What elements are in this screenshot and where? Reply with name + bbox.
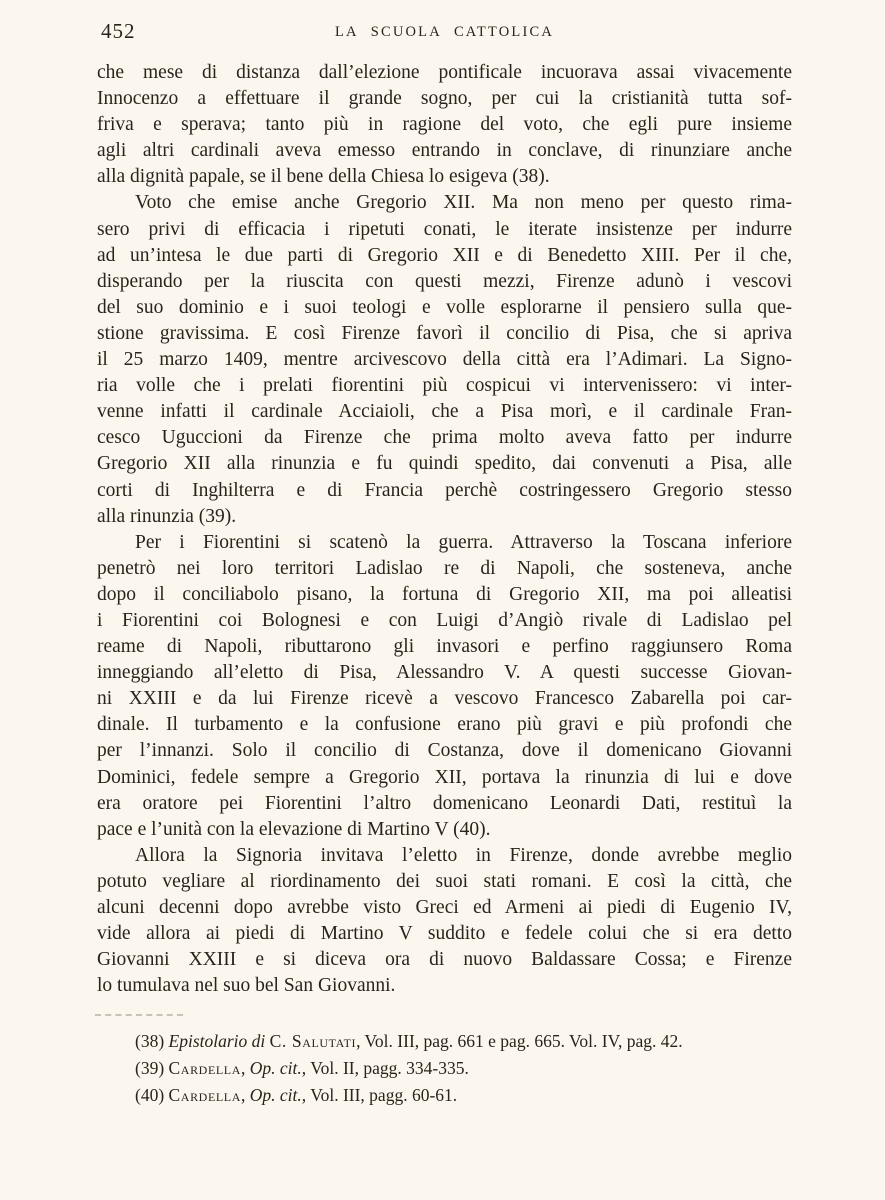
text-line: alla dignità papale, se il bene della Chiesa lo esigeva (38). [97, 166, 550, 188]
footnote-text: Epistolario di [168, 1031, 270, 1051]
text-line: stione gravissima. E così Firenze favorì il concilio di Pisa, che si apriva [97, 322, 792, 344]
text-line: ria volle che i prelati fiorentini più cospicui vi intervenissero: vi inter- [97, 375, 792, 397]
footnote-text: Op. cit. [249, 1058, 302, 1078]
text-line: sero privi di efficacia i ripetuti conati, le iterate insistenze per indurre [97, 218, 792, 240]
text-line: del suo dominio e i suoi teologi e volle esplorarne il pensiero sulla que- [97, 296, 792, 318]
page-header [97, 19, 792, 41]
text-line: Innocenzo a effettuare il grande sogno, per cui la cristianità tutta sof- [97, 88, 792, 110]
text-line: che mese di distanza dall’elezione pontificale incuorava assai vivacemente [97, 62, 792, 83]
footnote-text: Cardella [168, 1058, 241, 1078]
text-line: vide allora ai piedi di Martino V suddito e fedele colui che si era detto [97, 923, 792, 945]
footnote-separator [95, 1014, 183, 1016]
text-line: penetrò nei loro territori Ladislao re di Napoli, che sosteneva, anche [97, 557, 792, 579]
footnote-number: (40) [135, 1085, 169, 1105]
text-line: alcuni decenni dopo avrebbe visto Greci ed Armeni ai piedi di Eugenio IV, [97, 897, 792, 918]
journal-title: LA SCUOLA CATTOLICA [334, 24, 555, 40]
text-line: i Fiorentini coi Bolognesi e con Luigi d’Angiò rivale di Ladislao pel [97, 609, 792, 631]
footnote-text: Op. cit. [249, 1085, 302, 1105]
text-line: Allora la Signoria invitava l’eletto in Firenze, donde avrebbe meglio [135, 844, 792, 866]
text-line: disperando per la riuscita con questi mezzi, Firenze adunò i vescovi [97, 270, 792, 292]
footnote-item [97, 1055, 792, 1082]
text-line: corti di Inghilterra e di Francia perchè costringessero Gregorio stesso [97, 479, 792, 501]
text-line: cesco Uguccioni da Firenze che prima molto aveva fatto per indurre [97, 427, 792, 449]
text-line: Voto che emise anche Gregorio XII. Ma non meno per questo rima- [135, 192, 792, 214]
text-line: lo tumulava nel suo bel San Giovanni. [97, 975, 396, 997]
text-line: dopo il conciliabolo pisano, la fortuna di Gregorio XII, ma poi alleatisi [97, 583, 792, 605]
text-line: Per i Fiorentini si scatenò la guerra. Attraverso la Toscana inferiore [135, 531, 792, 553]
footnote-text: , [241, 1085, 250, 1105]
text-line: ad un’intesa le due parti di Gregorio XII e di Benedetto XIII. Per il che, [97, 244, 792, 266]
footnote-text: Cardella [168, 1085, 241, 1105]
text-line: ni XXIII e da lui Firenze ricevè a vescovo Francesco Zabarella poi car- [97, 688, 792, 710]
text-line: per l’innanzi. Solo il concilio di Costanza, dove il domenicano Giovanni [97, 740, 792, 762]
text-line: Gregorio XII alla rinunzia e fu quindi spedito, dai convenuti a Pisa, alle [97, 453, 792, 475]
text-line: il 25 marzo 1409, mentre arcivescovo della città era l’Adimari. La Signo- [97, 349, 792, 371]
footnote-text: , Vol. II, pagg. 334-335. [301, 1058, 469, 1078]
footnote-text: , Vol. III, pag. 661 e pag. 665. Vol. IV, pag. 42. [356, 1031, 683, 1051]
footnote-text: , Vol. III, pagg. 60-61. [301, 1085, 458, 1105]
page-number: 452 [101, 19, 136, 43]
footnotes [97, 1028, 792, 1109]
text-line: inneggiando all’eletto di Pisa, Alessandro V. A questi successe Giovan- [97, 662, 792, 684]
text-line: potuto vegliare al riordinamento dei suoi stati romani. E così la città, che [97, 870, 792, 892]
footnote-item [97, 1028, 792, 1055]
text-line: venne infatti il cardinale Acciaioli, che a Pisa morì, e il cardinale Fran- [97, 401, 792, 423]
body-text [97, 60, 792, 999]
footnote-text: C. Salutati [269, 1031, 357, 1051]
text-line: Dominici, fedele sempre a Gregorio XII, portava la rinunzia di lui e dove [97, 766, 792, 788]
footnote-number: (38) [135, 1031, 169, 1051]
text-line: era oratore pei Fiorentini l’altro domenicano Leonardi Dati, restituì la [97, 792, 792, 814]
text-line: pace e l’unità con la elevazione di Martino V (40). [97, 818, 491, 840]
text-line: reame di Napoli, ributtarono gli invasori e perfino raggiunsero Roma [97, 636, 792, 658]
text-line: friva e sperava; tanto più in ragione del voto, che egli pure insieme [97, 114, 792, 136]
footnote-number: (39) [135, 1058, 169, 1078]
text-line: dinale. Il turbamento e la confusione erano più gravi e più profondi che [97, 714, 792, 736]
text-line: agli altri cardinali aveva emesso entrando in conclave, di rinunziare anche [97, 140, 792, 162]
text-line: Giovanni XXIII e si diceva ora di nuovo Baldassare Cossa; e Firenze [97, 949, 792, 971]
footnote-text: , [241, 1058, 250, 1078]
footnote-item [97, 1082, 792, 1109]
text-line: alla rinunzia (39). [97, 505, 237, 527]
